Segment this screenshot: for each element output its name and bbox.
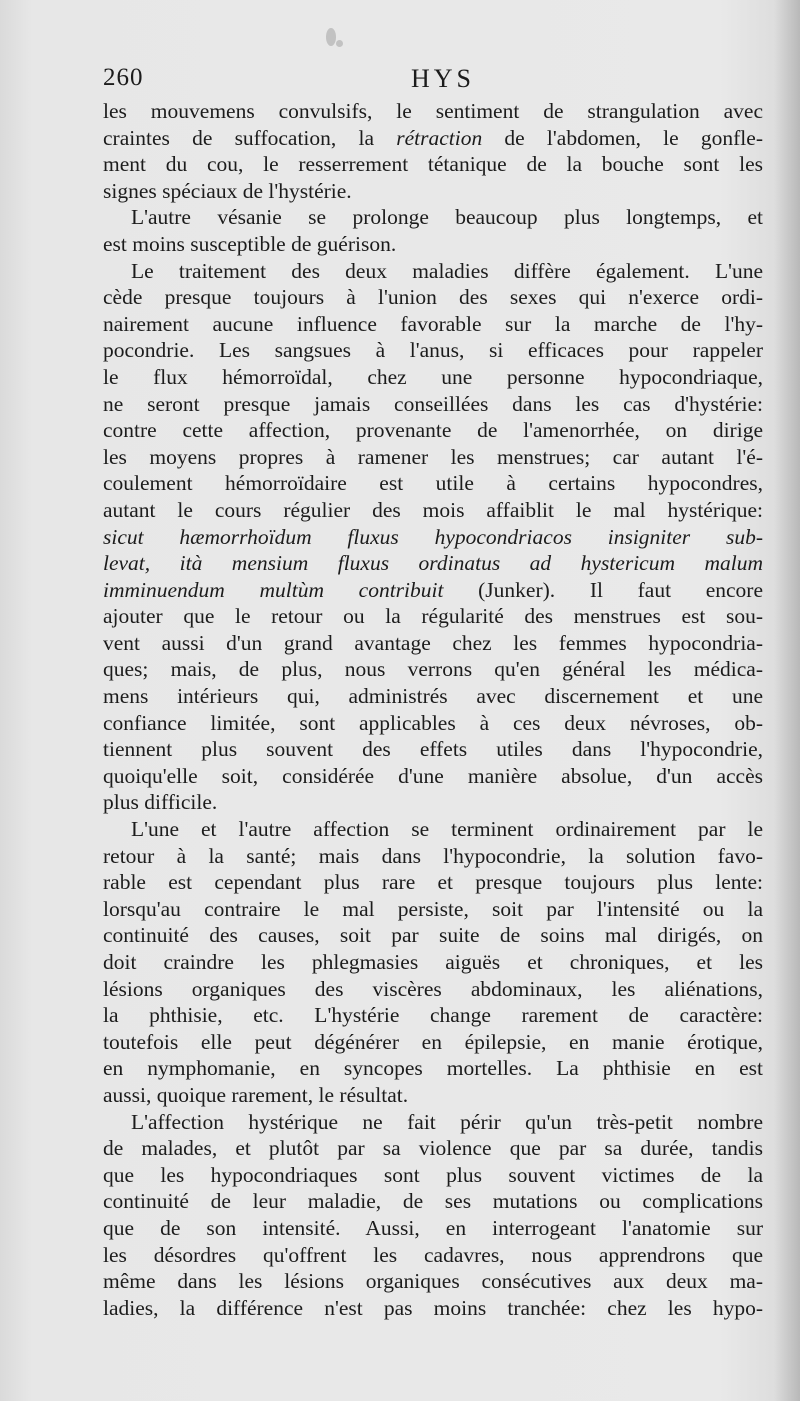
text-line: est moins susceptible de guérison. — [103, 231, 397, 256]
text-line: L'affection hystérique ne fait périr qu'un très-petit nombre — [131, 1109, 763, 1134]
text-line: ajouter que le retour ou la régularité des menstrues est sou- — [103, 604, 763, 629]
text-line: levat, ità mensium fluxus ordinatus ad hystericum malum — [103, 551, 763, 576]
page-number: 260 — [103, 64, 144, 91]
text-line: le flux hémorroïdal, chez une personne hypocondriaque, — [103, 364, 763, 389]
text-line: retour à la santé; mais dans l'hypocondrie, la solution favo- — [103, 843, 763, 868]
text-line: doit craindre les phlegmasies aiguës et chroniques, et les — [103, 950, 763, 974]
running-header — [103, 64, 763, 98]
italic-span: imminuendum multùm contribuit — [103, 577, 444, 602]
ink-mark — [336, 40, 343, 47]
text-line: toutefois elle peut dégénérer en épilepsie, en manie érotique, — [103, 1029, 763, 1054]
text-line: cède presque toujours à l'union des sexes qui n'exerce ordi- — [103, 285, 763, 310]
text-line: craintes de suffocation, la rétraction de l'abdomen, le gonfle- — [103, 125, 763, 150]
text-line: tiennent plus souvent des effets utiles dans l'hypocondrie, — [103, 737, 763, 762]
text-line: la phthisie, etc. L'hystérie change rarement de caractère: — [103, 1003, 763, 1028]
text-line: Le traitement des deux maladies diffère également. L'une — [131, 258, 763, 283]
text-line: ment du cou, le resserrement tétanique de la bouche sont les — [103, 152, 763, 177]
ink-mark — [326, 28, 336, 46]
text-line: aussi, quoique rarement, le résultat. — [103, 1082, 409, 1107]
body-text — [103, 98, 763, 1321]
text-line: mens intérieurs qui, administrés avec discernement et une — [103, 684, 763, 709]
text-line — [103, 577, 763, 604]
text-line: même dans les lésions organiques consécutives aux deux ma- — [103, 1269, 763, 1294]
text-line: continuité de leur maladie, de ses mutations ou complications — [103, 1189, 763, 1214]
text-line: lésions organiques des viscères abdominaux, les aliénations, — [103, 976, 763, 1001]
text-line: continuité des causes, soit par suite de soins mal dirigés, on — [103, 923, 763, 948]
text-line: confiance limitée, sont applicables à ces deux névroses, ob- — [103, 710, 763, 735]
text-line: contre cette affection, provenante de l'amenorrhée, on dirige — [103, 418, 763, 443]
text-line: L'autre vésanie se prolonge beaucoup plus longtemps, et — [131, 205, 763, 230]
text-line: coulement hémorroïdaire est utile à certains hypocondres, — [103, 471, 763, 496]
text-line: les mouvemens convulsifs, le sentiment de strangulation avec — [103, 99, 763, 123]
text-line: de malades, et plutôt par sa violence que par sa durée, tandis — [103, 1136, 763, 1161]
roman-span: (Junker). Il faut encore — [443, 577, 763, 602]
text-line: en nymphomanie, en syncopes mortelles. La phthisie en est — [103, 1056, 763, 1081]
text-line: nairement aucune influence favorable sur la marche de l'hy- — [103, 311, 763, 336]
text-line: pocondrie. Les sangsues à l'anus, si efficaces pour rappeler — [103, 338, 763, 363]
text-line: rable est cependant plus rare et presque toujours plus lente: — [103, 870, 763, 895]
text-line: ne seront presque jamais conseillées dans les cas d'hystérie: — [103, 391, 763, 416]
text-line: autant le cours régulier des mois affaiblit le mal hystérique: — [103, 497, 763, 522]
text-line: quoiqu'elle soit, considérée d'une manière absolue, d'un accès — [103, 763, 763, 788]
text-line: ques; mais, de plus, nous verrons qu'en général les médica- — [103, 657, 763, 682]
text-line: signes spéciaux de l'hystérie. — [103, 178, 352, 203]
page-gutter-shadow — [774, 0, 800, 1401]
text-line: lorsqu'au contraire le mal persiste, soit par l'intensité ou la — [103, 896, 763, 921]
running-title: HYS — [410, 64, 475, 93]
text-line: sicut hæmorrhoïdum fluxus hypocondriacos insigniter sub- — [103, 524, 763, 549]
text-line: L'une et l'autre affection se terminent ordinairement par le — [131, 817, 763, 842]
text-line: les moyens propres à ramener les menstrues; car autant l'é- — [103, 444, 763, 469]
text-line: que de son intensité. Aussi, en interrogeant l'anatomie sur — [103, 1215, 763, 1240]
text-line: que les hypocondriaques sont plus souvent victimes de la — [103, 1162, 763, 1187]
text-line: vent aussi d'un grand avantage chez les femmes hypocondria- — [103, 630, 763, 655]
text-line: plus difficile. — [103, 790, 218, 815]
italic-word: rétraction — [396, 125, 483, 150]
text-line: les désordres qu'offrent les cadavres, nous apprendrons que — [103, 1242, 763, 1267]
text-line: ladies, la différence n'est pas moins tranchée: chez les hypo- — [103, 1295, 763, 1320]
